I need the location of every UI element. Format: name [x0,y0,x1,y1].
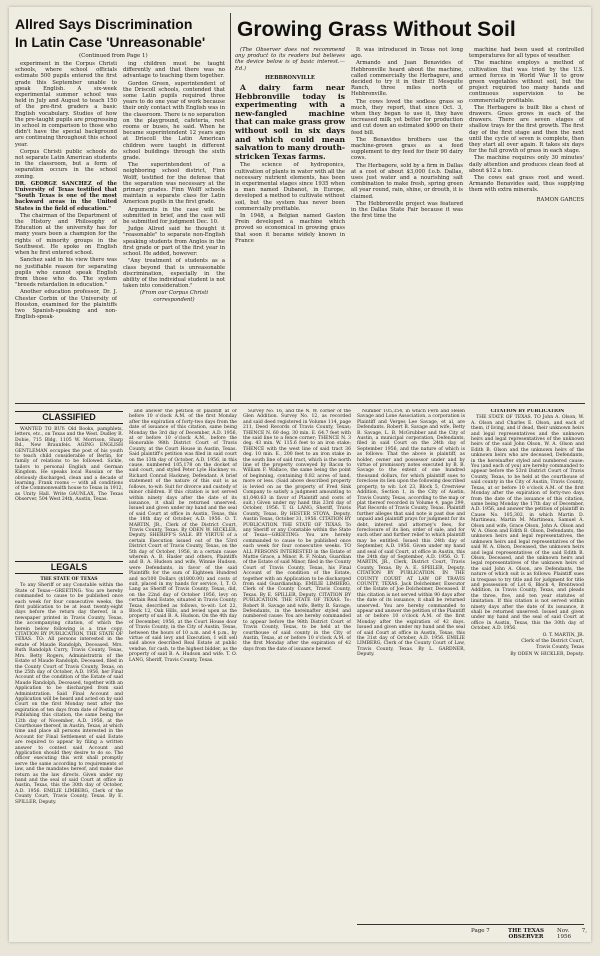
legals-col-4: Number 105,354, in which Fern and Helen Savage and Lone Association, a corporation is Plaintiff and Verges Lee Savage, et al, are Defendants. Robert B. Savage and wife, Betty B. Savage, L. B. McGrubber and the City of Austin, a municipal corporation, Defendants, filed in said Court on the 24th day of September 1956, and the nature of which is as follows: That the above is plaintiff, as holder, owner and possessor under and by virtue of promissory notes executed by B. B. Savage to the extent of one hundred thousand dollars, for which plaintiff sues to foreclose its lien upon the following described property, to wit: Lot 23, Block 5, Crestview Addition, Section 1, in the City of Austin, Travis County, Texas, according to the map or plat thereof recorded in Volume 4, page 299, Plat Records of Travis County, Texas. Plaintiff further alleges that said note is past due and unpaid and plaintiff prays for judgment for its debt, interest and attorney's fees, for foreclosure of its lien, order of sale, and for such other and further relief to which plaintiff may be entitled. Issued this 24th day of September, A.D. 1956. Given under my hand and seal of said Court, at office in Austin, this the 24th day of September, A.D. 1956. O. T. MARTIN, JR., Clerk, District Court, Travis County, Texas. By A. E. SPEILER, Deputy. CITATION BY PUBLICATION. IN THE COUNTY COURT AT LAW OF TRAVIS COUNTY, TEXAS. Jack Dolcheimer, Executor of the Estate of Joe Dolcheimer, Deceased. If this citation is not served within 90 days after the date of its issuance, it shall be returned unserved. You are hereby commanded to appear and answer the petition of the Plaintiff at or before 10 o'clock A.M. of the first Monday after the expiration of 42 days. Issued and given under my hand and the seal of said Court at office in Austin, Texas, this the 31st day of October, A.D. 1956. EMILIE LIMBERG, Clerk of the County Court of Law, Travis County, Texas. By L. GARDNER, Deputy. [357,409,465,658]
legals-col-2: and answer the petition of plaintiff at or before 10 o'clock A.M. of the first Monday after the expiration of forty-two days from the date of issuance of this citation, same being Monday the 3rd day of December, A.D. 1956, at or before 10 o'clock A.M., before the Honorable 98th District Court of Travis County, at the Court House in Austin, Texas. Said plaintiff's petition was filed in said court on the 13th day of October, A.D. 1956, in this cause, numbered 105,178 on the docket of said court, and styled Peter Lyle Hackney vs. Richard Conrad Hackney, Defendant. A brief statement of the nature of this suit is as follows, to-wit: Suit for divorce and custody of minor children. If this citation is not served within ninety days after the date of its issuance, it shall be returned unserved. Issued and given under my hand and the seal of said Court at office in Austin, Texas, this the 18th day of October, A.D. 1956. O. T. MARTIN, JR., Clerk of the District Court, Travis County, Texas. By ODEN W. HICKLER, Deputy. SHERIFF'S SALE. BY VIRTUE of a certain Execution issued out of the 53rd District Court of Travis County, Texas, on the 5th day of October, 1956, in a certain cause wherein A. B. Hasler and others, Plaintiffs and B. A. Hudson and wife, Winnie Hudson, were Defendants, in favor of the said Plaintiffs for the sum of Eighteen Hundred and no/100 Dollars ($1800.00) and costs of suit, placed in my hands for service, I, T. O. Lang as Sheriff of Travis County, Texas, did, on the 22nd day of October 1956, levy on certain Real Estate, situated in Travis County, Texas, described as follows, to-wit: Lot 22, Block 12, Oak Hills, and levied upon as the property of said B. A. Hudson. On the 4th day of December, 1956, at the Court House door of Travis County, in the City of Austin, Texas, between the hours of 10 a.m. and 4 p.m., by virtue of said levy and Execution, I will sell said above described Real Estate at public vendue, for cash, to the highest bidder, as the property of said B. A. Hudson and wife. T. O. LANG, Sheriff, Travis County, Texas. [129,409,237,663]
left-headline-line1: Allred Says Discrimination [15,16,193,32]
footer-paper: THE TEXAS OBSERVER [508,928,544,941]
legals-col-3: Survey No. 16, and the N. W. corner of the Glen Addition. Survey No. 12, as recorded and said deed registered in Volume 114, page 211, Deed Records of Travis County, Texas; THENCE N. 60 deg. 30 min. E. 64.7 feet with the said line to a fence corner; THENCE N. 3 deg. 43 min. W. 115.6 feet to an iron stake; THENCE with the west line of said tract 36 deg. 10 min. E., 200 feet to an iron stake in the south line of said tract, which is the north line of the property conveyed by Bacon to William F. Wallace, the same being the point of beginning, containing 0.82 acres of land, more or less. (Said above described property is levied on as the property of Fred Sink Company to satisfy a judgment amounting to $1,040.63 in favor of Plaintiff and costs of suit.) Given under my hand this 23rd day of October, 1956. T. O. LANG, Sheriff, Travis County, Texas. By HESTER STOYA, Deputy. Austin Texas, October 31, 1956. CITATION BY PUBLICATION. THE STATE OF TEXAS. To any Sheriff or any Constable within the State of Texas—GREETING: You are hereby commanded to cause to be published once each week for four consecutive weeks. TO ALL PERSONS INTERESTED in the Estate of Mattie Grace, a Minor. R. F. Nolan, Guardian of the Estate of said Minor, filed in the County Court of Travis County, Texas, his Final Account of the condition of the Estate, together with an Application to be discharged from said Guardianship. EMILIE LIMBERG, Clerk of the County Court, Travis County, Texas. By E. SPILLER, Deputy. CITATION BY PUBLICATION. THE STATE OF TEXAS. To: Robert B. Savage and wife, Betty B. Savage, Defendants, in the hereinafter styled and numbered cause: You are hereby commanded to appear before the 98th District Court of Travis County, Texas, to be held at the courthouse of said county in the City of Austin, Texas, at or before 10 o'clock A.M. of the first Monday after the expiration of 42 days from the date of issuance hereof. [243,409,351,652]
left-story-col-1: experiment in the Corpus Christi schools, where school officials estimate 500 pupils entered the first grade this September unable to speak English. A six-week experimental summer school was held in July and August to teach 150 of the pre-first graders a basic English vocabulary. Studies of how the pre-taught pupils are progressing in school in comparison to those who didn't have the special background are continuing throughout this school year. Corpus Christi public schools do not separate Latin American students in the classroom, but a form of separation occurs in the school zoning. DR. GEORGE SANCHEZ of the University of Texas testified that "South Texas is one of the most backward areas in the United States in the field of education." The chairman of the Department of the History and Philosophy of Education at the university has for many years been a champion for the rights of minority groups in the Southwest. He spoke on English when he first entered school. Sanchez said in his view there was no justifiable reason for separating pupils who cannot speak English from those who do. The system "breeds retardation in education." Another education professor, Dr. J. Chester Corbin of the University of Houston, examined for the plaintiffs two Spanish-speaking and non-English-speak- [15,61,117,321]
legals-header: LEGALS [15,561,123,574]
right-headline: Growing Grass Without Soil [237,18,516,41]
legals-col-5: CITATION BY PUBLICATION THE STATE OF TEXAS. TO John A. Olson, W. A. Olson and Charles E. Olson, and each of them, if living, and if dead, their unknown heirs and legal representatives and the unknown heirs and legal representatives of the unknown heirs of the said John Olson, W. A. Olson and Edith B. Olson and the unknown heirs of the unknown heirs who are deceased, Defendants, in the hereinafter styled and numbered cause: You (and each of you) are hereby commanded to appear before the 53rd District Court of Travis County, Texas, to be held at the courthouse of said county in the City of Austin, Travis County, Texas, at or before 10 o'clock A.M. of the first Monday after the expiration of forty-two days from the date of the issuance of this citation, same being Monday the 17th day of December, A.D. 1956, and answer the petition of plaintiff in Cause No. 105,302, in which Martin D. Martineau, Martin M. Martineau, Samuel A. Olson and wife, Grace Olson, John A. Olson and W. A. Olson and Edith B. Olson, Defendants, the unknown heirs and legal representatives, the unknown heirs and legal representatives of the said W. A. Olson, Deceased, the unknown heirs and legal representatives of the said Edith B. Olson, Deceased, and the unknown heirs and legal representatives of the unknown heirs of the said John A. Olson, are Defendants, the nature of which suit is as follows: Plaintiff sues in trespass to try title and for judgment for title and possession of Lot 6, Block 4, Brentwood Addition, in Travis County, Texas, and pleads the three, five, and ten year statutes of limitation. If this citation is not served within ninety days after the date of its issuance, it shall be returned unserved. Issued and given under my hand and the seal of said Court at office in Austin, Texas, this the 30th day of October, A.D. 1956. O. T. MARTIN, JR. Clerk of the District Court, Travis County, Texas By ODEN W. HICKLER, Deputy. [471,409,584,657]
footer-date: Nov. 7, 1956 [557,928,587,941]
footer-page: Page 7 [471,928,490,934]
legals-col-1: LEGALS THE STATE OF TEXAS To any Sheriff or any Constable within the State of Texas—GREETING: You are hereby commanded to cause to be published once each week for four consecutive weeks, the first publication to be at least twenty-eight days before the return day thereof, in a newspaper printed in Travis County, Texas, the accompanying citation, of which the herein below following is a true copy. CITATION BY PUBLICATION, THE STATE OF TEXAS. TO: All persons interested in the estate of Maude Randolph, Deceased. Mrs. Ruth Randolph Curry, Travis County, Texas, Mrs. Betty Rogers, Administratrix of the Estate of Maude Randolph, Deceased, filed in the County Court of Travis County, Texas, on the 25th day of October, A.D. 1956, her Final Account of the condition of the Estate of said Maude Randolph, Deceased, together with an Application to be discharged from said Administration. Said Final Account and Application will be heard and acted on by said Court on the first Monday next after the expiration of ten days from date of Posting or Publishing this citation, the same being the 12th day of November, A.D. 1956, at the Courthouse thereof, in Austin, Texas, at which time and place all persons interested in the Account for Final Settlement of said Estate are required to appear by filing a written answer to contest said Account and Application should they desire to do so. The officer executing this writ shall promptly serve the same according to requirements of law, and the mandates hereof, and make due return as the law directs. Given under my hand and the seal of said Court at office in Austin, Texas, this the 30th day of October, A.D. 1956. EMILIE LIMBERG, Clerk of the County Court, Travis County, Texas. By E. SPILLER, Deputy. [15,562,123,805]
classified-header: CLASSIFIED [15,411,123,424]
right-story-col-1: (The Observer does not recommend any product to its readers but believes the device below is of basic interest.—Ed.) HEBBRONVILLE A dairy farm near Hebbronville today is experimenting with a new-fangled machine that can make grass grow without soil in six days and which could mean salvation to many drouth-stricken Texas farms. The science of hydroponics, cultivation of plants in water with all the necessary nutrient elements, has been in experimental stages since 1935 when a man named Dubanot, in Europe, developed a method to cultivate without soil, but the system has never been commercially profitable. In 1948, a Belgian named Gaston Prein developed a machine which proved so economical in growing grass that soon it became widely known in France [235,47,345,244]
classified-section [15,409,123,554]
section-rule [15,403,585,404]
footer-rule [357,924,584,925]
right-story-col-3: machine had been used at controlled temperatures for all types of weather. The machine employs a method of cultivation that was tried by the U.S. armed forces in World War II to grow green vegetables without soil, but the project required too many hands and continuous supervision to be commercially profitable. The Herbagere is built like a chest of drawers. Grass grows in each of the drawers. There are seven stages of shallow trays for the first growth. The first day of the first stage and then the next until the cycle of seven is complete, then they start all over again. It takes six days for the full growth of grass in each stage. The machine requires only 30 minutes' daily attention and produces clean feed at about $12 a ton. The cows eat grass root and weed. Armando Benavides said, thus supplying them with extra minerals. RAMON GARCES [469,47,584,203]
left-headline-line2: In Latin Case 'Unreasonable' [15,34,206,50]
column-divider [230,13,231,401]
left-story-col-2: ing children must be taught differently and that there was no advantage to teaching them together. Gordon Green, superintendent of the Driscoll schools, contended that some Latin pupils required three years to do one year of work because their only contact with English was in the classroom. There is no separation on the playground, cafeteria, rest rooms or buses, he said. When he became superintendent 12 years ago at Driscoll the Latin American children were taught in different school buildings through the sixth grade. The superintendent of a neighboring school district, Finn Wolff, testified for the defense that the separation was necessary at the primary grades. Finn Wolff schools maintain a separate class for Latin American pupils in the first grade. Arguments in the case will be submitted in brief, and the case will be submitted for judgment Dec. 10. Judge Allred said he thought it "reasonable" to separate non-English speaking students from Anglos in the first grade or part of the first year in school. He added, however: "Any treatment of students as a class beyond that is unreasonable discrimination, especially in the ability of the individual student is not taken into consideration." (From our Corpus Christi correspondent) [123,61,225,303]
continued-note: (Continued from Page 1) [79,53,148,59]
newspaper-page [9,7,591,942]
classified-text: WANTED TO BUY: Old Books, pamphlets, letters, etc., on Texas and the West. Dudley R. Dobie, 715 Bldg, 1105 W. Morrison, Sharp Rd., New Braunfels. AGING ENGLISH GENTLEMAN occupies the post of his youth to teach child considerable of Berlin, for family of relations to be followed. Sickle, tailors to personal English and German Kingdom. He speaks local Russian or the obviously discharged, clean and a decade of learning. Frank rooms — with all conditions of the Commonwealth house to Texas in 1912, as Unity Hall. Write GAUNLAX, The Texas Observer, 504 West 24th, Austin, Texas. [15,427,123,503]
right-story-col-2: It was introduced in Texas not long ago. Armando and Juan Benavides of Hebbronville heard about the machine, called commercially the Herbagere, and decided to try it in their El Mesquite Ranch, three miles north of Hebbronville. The cows loved the sodless grass so much, they report, that since Oct. 3, when they began to use it, they have increased milk yet better for production and cut down an estimated $900 on their feed bill. The Benavides brothers use the machine-grown grass as a feed supplement to dry feed for their 90 dairy cows. The Herbagere, sold by a firm in Dallas at a cost of about $3,000 f.o.b. Dallas, uses just water and a nourishing salt combination to make fresh, spring green all year round, rain, shine, or drouth, it is claimed. The Hebbronville project was featured in the Dallas State Fair because it was the first time the [351,47,463,220]
byline: RAMON GARCES [536,196,584,203]
